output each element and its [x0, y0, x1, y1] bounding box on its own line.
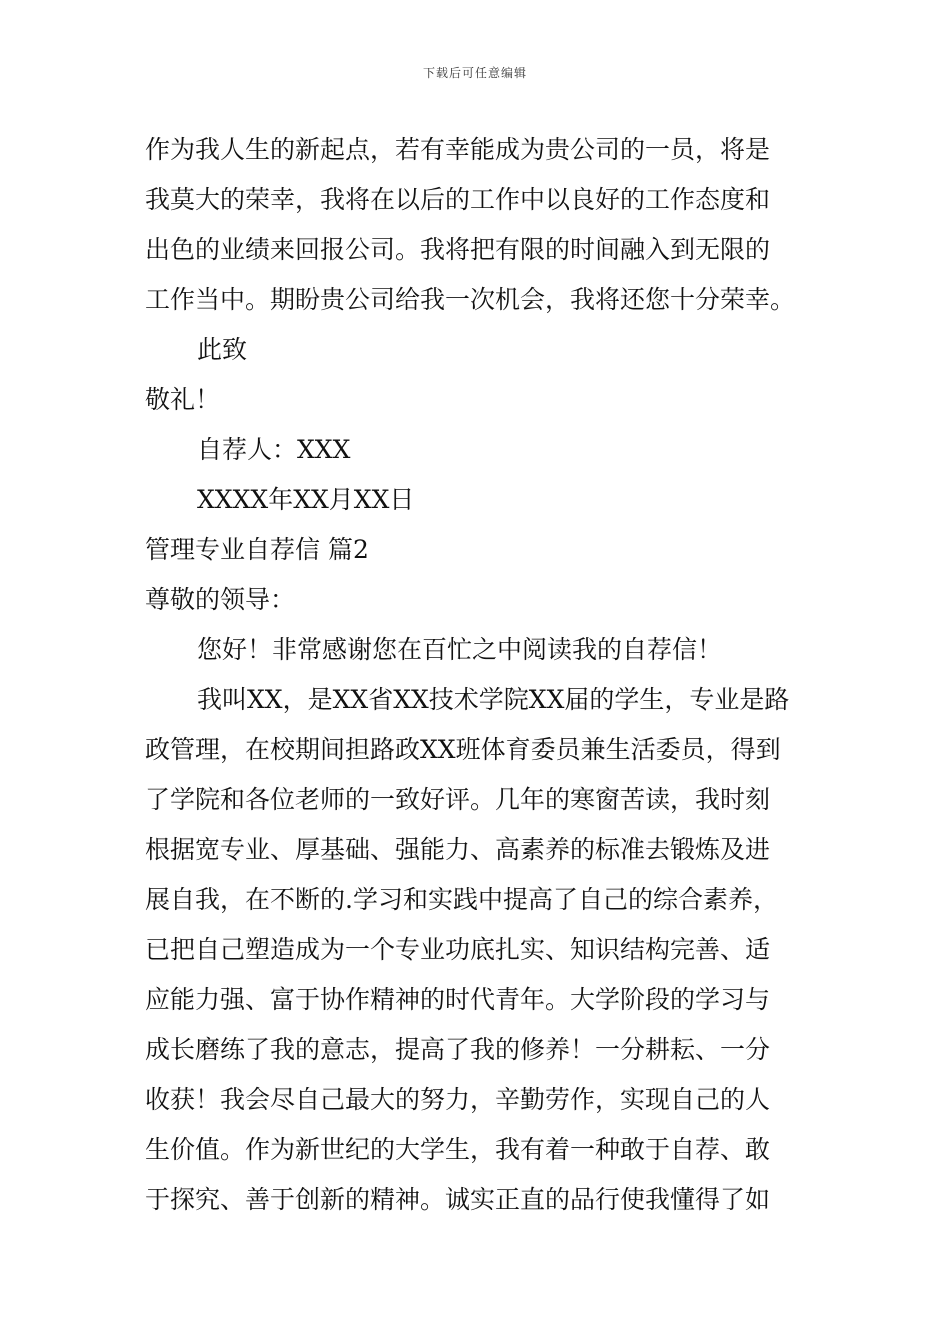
closing-line: 此致 [197, 335, 248, 364]
document-body [145, 128, 810, 1228]
body-line: 展自我，在不断的.学习和实践中提高了自己的综合素养， [145, 885, 778, 914]
body-line: 已把自己塑造成为一个专业功底扎实、知识结构完善、适 [145, 935, 771, 964]
body-line: 出色的业绩来回报公司。我将把有限的时间融入到无限的 [145, 235, 771, 264]
body-line: 作为我人生的新起点，若有幸能成为贵公司的一员，将是 [145, 135, 771, 164]
body-line: 生价值。作为新世纪的大学生，我有着一种敢于自荐、敢 [145, 1135, 771, 1164]
greeting-line: 尊敬的领导： [145, 585, 296, 614]
body-line: 收获！我会尽自己最大的努力，辛勤劳作，实现自己的人 [145, 1085, 771, 1114]
body-line: 根据宽专业、厚基础、强能力、高素养的标准去锻炼及进 [145, 835, 771, 864]
salutation-line: 敬礼！ [145, 385, 221, 414]
body-line: 成长磨练了我的意志，提高了我的修养！一分耕耘、一分 [145, 1035, 771, 1064]
body-line: 政管理，在校期间担路政XX班体育委员兼生活委员，得到 [145, 735, 781, 764]
body-line: 我叫XX，是XX省XX技术学院XX届的学生，专业是路 [197, 685, 790, 714]
body-line: 了学院和各位老师的一致好评。几年的寒窗苦读，我时刻 [145, 785, 771, 814]
body-line: 我莫大的荣幸，我将在以后的工作中以良好的工作态度和 [145, 185, 771, 214]
body-line: 工作当中。期盼贵公司给我一次机会，我将还您十分荣幸。 [145, 285, 796, 314]
body-line: 于探究、善于创新的精神。诚实正直的品行使我懂得了如 [145, 1185, 771, 1214]
section-heading: 管理专业自荐信 篇2 [145, 535, 369, 564]
signature-line: 自荐人：XXX [197, 435, 351, 464]
body-line: 您好！非常感谢您在百忙之中阅读我的自荐信！ [197, 635, 723, 664]
date-line: XXXX年XX月XX日 [197, 485, 415, 514]
page-header-note: 下载后可任意编辑 [422, 66, 527, 80]
body-line: 应能力强、富于协作精神的时代青年。大学阶段的学习与 [145, 985, 771, 1014]
